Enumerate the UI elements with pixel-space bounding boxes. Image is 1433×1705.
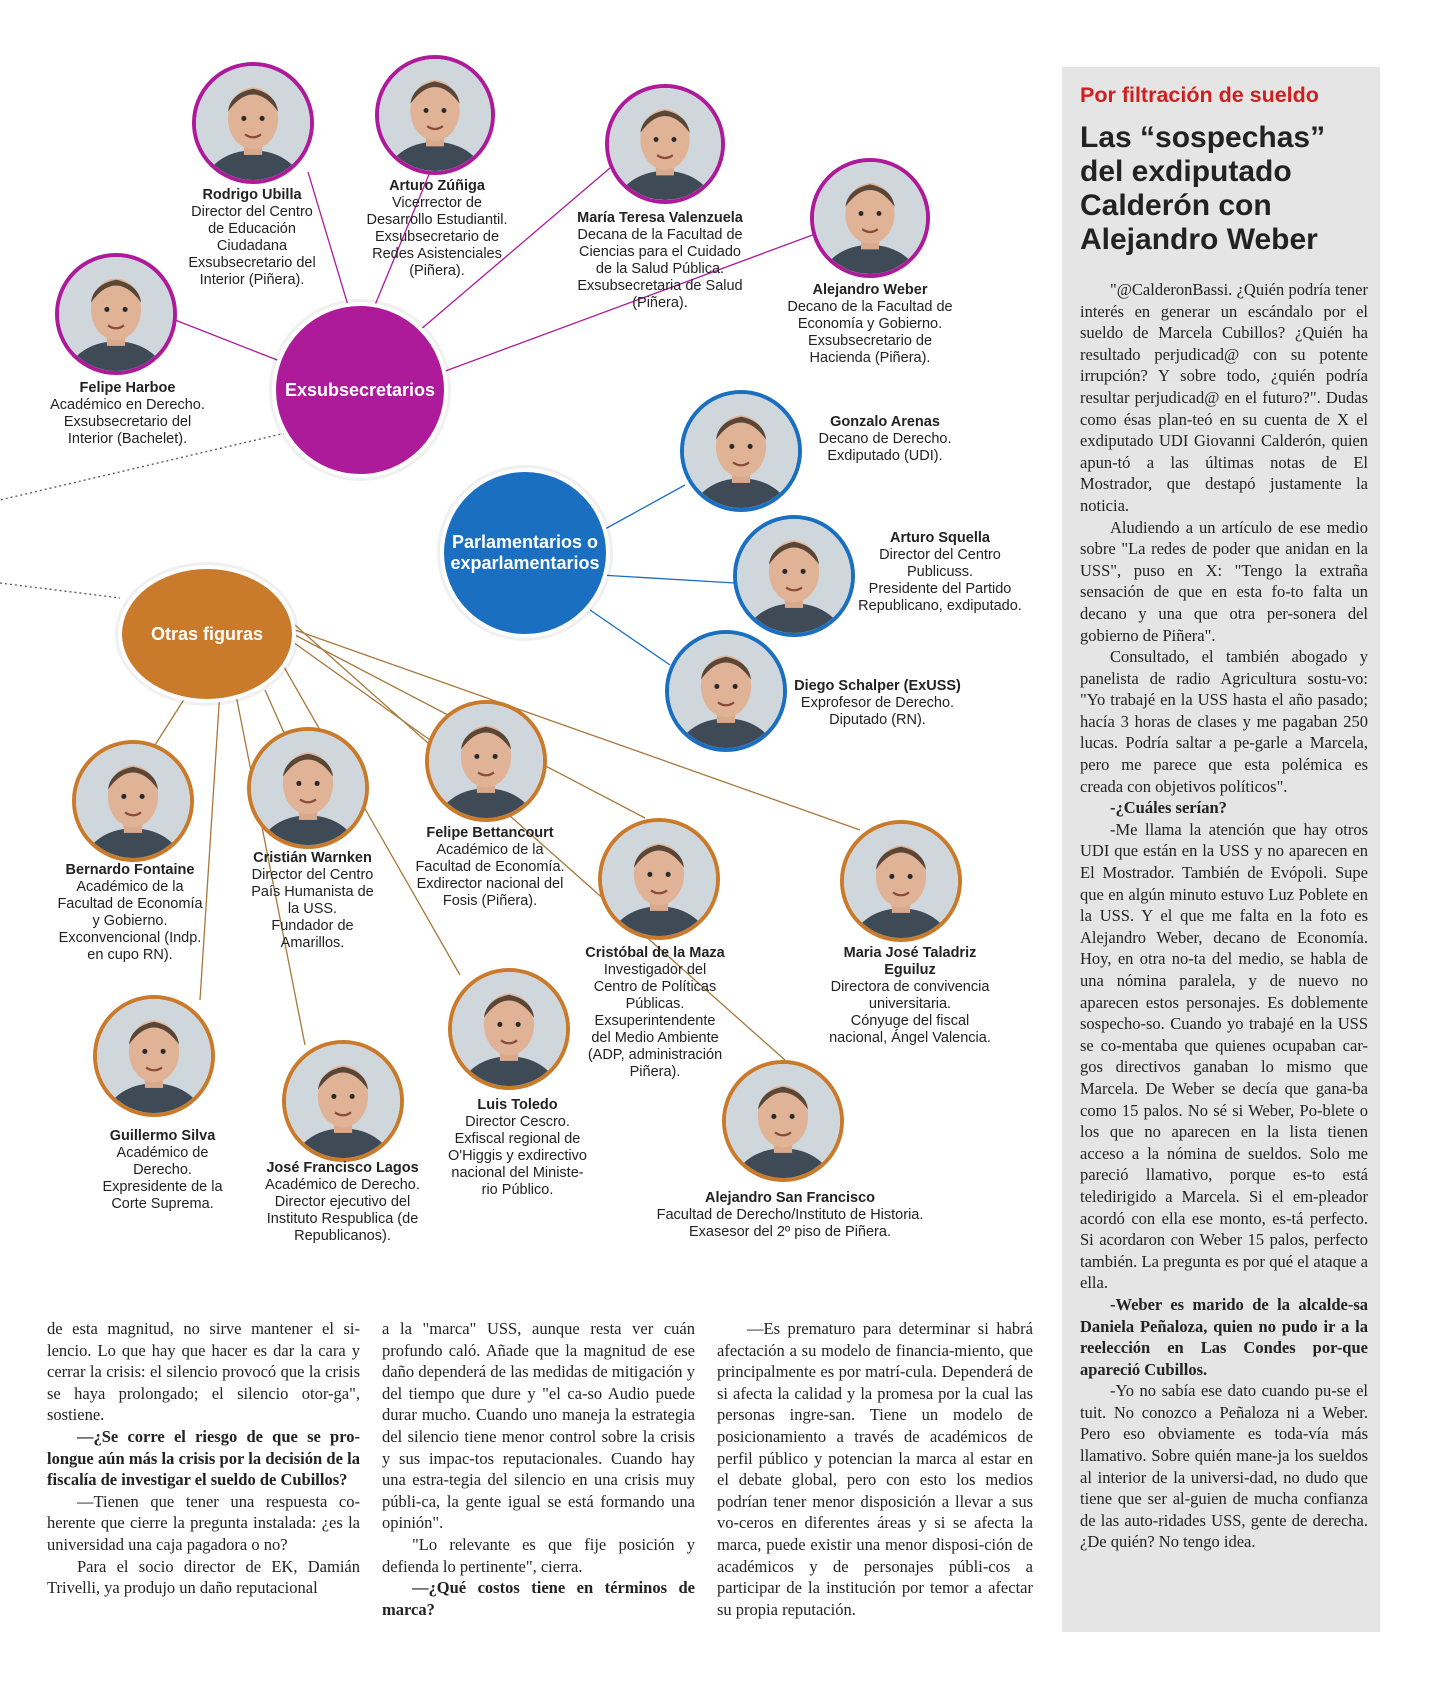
person-desc: Académico de la Facultad de Economía. Exdirector nacional del Fosis (Piñera).	[415, 842, 565, 909]
person-arturo-zuniga	[352, 178, 522, 280]
person-name: Arturo Squella	[890, 530, 990, 546]
cristian-warnken-photo	[247, 727, 369, 849]
guillermo-silva-photo	[93, 995, 215, 1117]
person-desc: Directora de convivencia universitaria. Cónyuge del fiscal nacional, Ángel Valencia.	[829, 979, 991, 1046]
arturo-squella-photo	[733, 515, 855, 637]
person-arturo-squella	[845, 530, 1035, 615]
person-desc: Decano de Derecho. Exdiputado (UDI).	[818, 431, 952, 464]
person-guillermo-silva	[85, 1128, 240, 1213]
hub-otras-figuras-label: Otras figuras	[150, 623, 264, 644]
hub-otras-figuras	[118, 565, 296, 703]
person-jose-francisco-lagos	[250, 1160, 435, 1245]
hub-exsubsecretarios	[272, 302, 448, 478]
sidebar-paragraph: Consultado, el también abogado y panelista de radio Agricultura sostu-vo: "Yo trabajé en la USS hasta el año pasado; hacía 3 horas de clases y me pagaban 250 lucas. Podría saltar a pe-garle a Marcela, pero me parece que esta polémica es creada con objetivos políticos".	[1080, 647, 1368, 796]
person-desc: Decano de la Facultad de Economía y Gobierno. Exsubsecretario de Hacienda (Piñera).	[787, 299, 953, 366]
person-name: Felipe Harboe	[79, 380, 176, 396]
person-luis-toledo	[430, 1097, 605, 1199]
person-name: Cristián Warnken	[253, 850, 372, 866]
person-name: Gonzalo Arenas	[830, 414, 940, 430]
sidebar-body	[1080, 279, 1368, 1553]
person-name: Rodrigo Ubilla	[202, 187, 302, 203]
person-desc: Director del Centro de Educación Ciudadana Exsubsecretario del Interior (Piñera).	[188, 204, 316, 288]
sidebar-box	[1062, 67, 1380, 1632]
person-name: Cristóbal de la Maza	[585, 945, 725, 961]
person-desc: Director Cescro. Exfiscal regional de O'Higgis y exdirectivo nacional del Ministe- rio Público.	[448, 1114, 587, 1198]
maria-jose-taladriz-photo	[840, 820, 962, 942]
person-name: Felipe Bettancourt	[426, 825, 554, 841]
person-name: Alejandro San Francisco	[704, 1190, 876, 1206]
person-rodrigo-ubilla	[172, 187, 332, 289]
arturo-zuniga-photo	[375, 55, 495, 175]
person-maria-teresa-valenzuela	[555, 210, 765, 312]
person-desc: Investigador del Centro de Políticas Públicas. Exsuperintendente del Medio Ambiente (ADP, administración Piñera).	[587, 962, 723, 1080]
article-paragraph: a la "marca" USS, aunque resta ver cuán profundo caló. Añade que la magnitud de ese daño dependerá de las medidas de mitigación y del tiempo que dure y "el ca-so Audio puede durar mucho. Cuando uno maneja la estrategia del silencio tiene menor control sobre la crisis y sus impac-tos reputacionales. Cuando hay una estra-tegia del silencio en una crisis muy públi-ca, la gente igual se está formando una opinión".	[382, 1319, 695, 1533]
alejandro-weber-photo	[810, 158, 930, 278]
gonzalo-arenas-photo	[680, 390, 802, 512]
person-name: María Teresa Valenzuela	[577, 210, 743, 226]
article-paragraph: —Es prematuro para determinar si habrá afectación a su modelo de financia-miento, que principalmente es por matrí-cula. Dependerá de si afecta la calidad y la promesa por la cual las personas ingre-san. Tiene un modelo de posicionamiento a través de académicos de perfil público y potencian la marca al estar en el debate global, pero con esto los medios podrían tener menor disposición a llevar a sus vo-ceros en diferentes áreas y si se afecta la marca, puede existir una menor disposi-ción de académicos y de personajes públi-cos a participar de la institución por temor a afectar su propia reputación.	[717, 1319, 1033, 1619]
person-desc: Académico de Derecho. Expresidente de la Corte Suprema.	[102, 1145, 223, 1212]
maria-teresa-valenzuela-photo	[605, 84, 725, 204]
alejandro-san-francisco-photo	[722, 1060, 844, 1182]
person-desc: Académico en Derecho. Exsubsecretario del Interior (Bachelet).	[50, 397, 205, 447]
person-alejandro-san-francisco	[640, 1190, 940, 1241]
article-paragraph: Para el socio director de EK, Damián Trivelli, ya produjo un daño reputacional	[47, 1556, 360, 1598]
person-name: José Francisco Lagos	[266, 1160, 419, 1176]
person-desc: Decana de la Facultad de Ciencias para el Cuidado de la Salud Pública. Exsubsecretaria de Salud (Piñera).	[577, 227, 743, 311]
article-paragraph: —¿Qué costos tiene en términos de marca?	[382, 1578, 695, 1619]
person-name: Diego Schalper (ExUSS)	[794, 678, 961, 694]
sidebar-kicker: Por filtración de sueldo	[1080, 83, 1319, 107]
person-desc: Vicerrector de Desarrollo Estudiantil. Exsubsecretario de Redes Asistenciales (Piñera).	[366, 195, 508, 279]
sidebar-paragraph: -Me llama la atención que hay otros UDI que están en la USS y no aparecen en El Mostrador. También de Evópoli. Supe que en algún minuto estuvo Luz Poblete en la USS. Y el que me falta en la foto es Alejandro Weber, decano de Economía. Hoy, en otra no-ta del medio, se habla de una nómina paralela, y de nuevo no aparecen estos personajes. Es doblemente sospecho-so. Cuando yo trabajé en la USS se co-mentaba que quienes ocupaban car-gos directivos ganaban lo mismo que Marcela. De Weber se decía que gana-ba como 15 palos. No sé si Weber, Po-blete o los que no aparecen en la lista tienen acceso a la nómina de sueldos. Solo me pareció llamativo, porque es-to está teledirigido a Marcela. Si el em-pleador acordó con ella ese monto, es-tá perfecto. Si acordaron con Weber 15 palos, perfecto también. La pregunta es por qué el ataque a ella.	[1080, 819, 1368, 1293]
person-desc: Académico de la Facultad de Economía y Gobierno. Exconvencional (Indp. en cupo RN).	[57, 879, 203, 963]
sidebar-paragraph: -¿Cuáles serían?	[1110, 798, 1227, 818]
person-name: Alejandro Weber	[812, 282, 928, 298]
article-paragraph: —Tienen que tener una respuesta co-herente que cierre la pregunta instalada: ¿es la universidad una caja pagadora o no?	[47, 1491, 360, 1554]
person-bernardo-fontaine	[50, 862, 210, 964]
sidebar-paragraph: "@CalderonBassi. ¿Quién podría tener interés en generar un escándalo por el sueldo de Marcela Cubillos? ¿Quién ha resultado perjudicad@ con su potente irrupción? Y sobre todo, ¿quién podría resultar perjudicad@ en el futuro?". Dudas como ésas plan-teó en su cuenta de X el exdiputado UDI Giovanni Calderón, quien apun-tó a las últimas notas de El Mostrador, que destapó justamente la noticia.	[1080, 280, 1368, 515]
article-paragraph: —¿Se corre el riesgo de que se pro-longue aún más la crisis por la decisión de la fiscalía de investigar el sueldo de Cubillos?	[47, 1426, 360, 1490]
person-felipe-bettancourt	[400, 825, 580, 910]
person-cristian-warnken	[230, 850, 395, 952]
article-paragraph: de esta magnitud, no sirve mantener el si-lencio. Lo que hay que hacer es dar la cara y cerrar la crisis: el silencio provocó que la crisis se haya prolongado; el silencio otor-ga", sostiene.	[47, 1319, 360, 1425]
rodrigo-ubilla-photo	[192, 62, 314, 184]
person-desc: Exprofesor de Derecho. Diputado (RN).	[800, 695, 955, 728]
felipe-harboe-photo	[55, 253, 177, 375]
luis-toledo-photo	[448, 968, 570, 1090]
article-column-3	[717, 1318, 1033, 1620]
person-gonzalo-arenas	[800, 414, 970, 465]
person-diego-schalper	[785, 678, 970, 729]
bernardo-fontaine-photo	[72, 740, 194, 862]
sidebar-paragraph: -Yo no sabía ese dato cuando pu-se el tuit. No conozco a Peñaloza ni a Weber. Pero eso obviamente es toda-vía más llamativo. Sobre quién mane-ja los sueldos al interior de la universi-dad, no dudo que tiene que ser al-guien de mucha confianza de las auto-ridades USS, gente de derecha. ¿De quién? No tengo idea.	[1080, 1381, 1368, 1552]
person-name: Luis Toledo	[477, 1097, 558, 1113]
sidebar-title: Las “sospechas” del exdiputado Calderón con Alejandro Weber	[1080, 121, 1326, 256]
article-column-1	[47, 1318, 360, 1599]
person-name: Bernardo Fontaine	[65, 862, 195, 878]
person-desc: Académico de Derecho. Director ejecutivo del Instituto Respublica (de Republicanos).	[265, 1177, 420, 1244]
person-desc: Director del Centro País Humanista de la USS. Fundador de Amarillos.	[251, 867, 374, 951]
article-paragraph: "Lo relevante es que fije posición y defienda lo pertinente", cierra.	[382, 1534, 695, 1576]
person-cristobal-de-la-maza	[575, 945, 735, 1081]
person-name: Maria José Taladriz Eguiluz	[843, 945, 977, 978]
person-desc: Director del Centro Publicuss. Presidente del Partido Republicano, exdiputado.	[858, 547, 1022, 614]
sidebar-paragraph: Aludiendo a un artículo de ese medio sobre "La redes de poder que anidan en la USS", puso en X: "Tengo la extraña sensación de que en esta fo-to falta un decano y una que otra per-sonera del gobierno de Piñera".	[1080, 517, 1368, 645]
person-desc: Facultad de Derecho/Instituto de Historia. Exasesor del 2º piso de Piñera.	[656, 1207, 924, 1240]
person-felipe-harboe	[40, 380, 215, 448]
hub-parlamentarios-label: Parlamentarios o exparlamentarios	[450, 532, 600, 573]
person-alejandro-weber	[770, 282, 970, 367]
person-name: Guillermo Silva	[109, 1128, 216, 1144]
hub-exsubsecretarios-label: Exsubsecretarios	[284, 379, 436, 400]
diego-schalper-photo	[665, 630, 787, 752]
person-maria-jose-taladriz	[815, 945, 1005, 1047]
hub-parlamentarios	[440, 468, 610, 638]
sidebar-paragraph: -Weber es marido de la alcalde-sa Daniela Peñaloza, quien no pudo ir a la reelección en Las Condes por-que apareció Cubillos.	[1080, 1294, 1368, 1379]
felipe-bettancourt-photo	[425, 700, 547, 822]
cristobal-de-la-maza-photo	[598, 818, 720, 940]
person-name: Arturo Zúñiga	[389, 178, 485, 194]
article-column-2	[382, 1318, 695, 1620]
jose-francisco-lagos-photo	[282, 1040, 404, 1162]
